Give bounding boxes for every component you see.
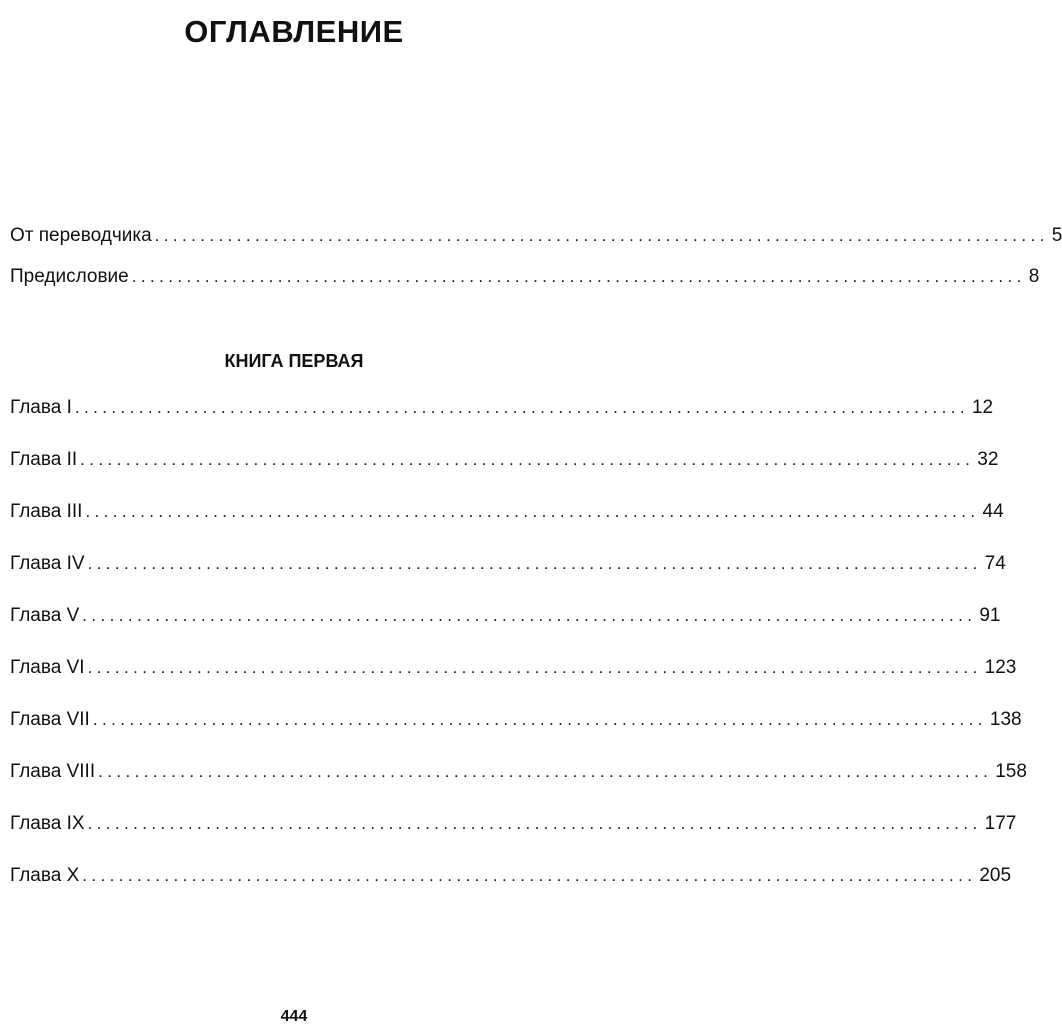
toc-entry-page: 5 — [1051, 225, 1062, 246]
toc-entry-page: 8 — [1028, 266, 1040, 287]
dot-leader: .................................................................................................. — [80, 450, 975, 469]
toc-entry-label: Глава VII — [10, 709, 90, 730]
page-title: ОГЛАВЛЕНИЕ — [184, 14, 404, 49]
toc-entry-translator-note[interactable] — [10, 221, 1062, 251]
toc-entry-label: Глава II — [10, 449, 78, 470]
toc-entry-chapter-2[interactable] — [10, 445, 999, 475]
dot-leader: .................................................................................................. — [82, 866, 977, 885]
toc-entry-page: 158 — [995, 761, 1027, 782]
toc-entry-page: 32 — [977, 449, 999, 470]
dot-leader: .................................................................................................. — [87, 554, 982, 573]
toc-entry-label: Глава VI — [10, 657, 85, 678]
toc-entry-page: 91 — [979, 605, 1001, 626]
dot-leader: .................................................................................................. — [85, 502, 980, 521]
toc-entry-page: 138 — [989, 709, 1022, 730]
section-heading: КНИГА ПЕРВАЯ — [224, 351, 364, 371]
toc-entry-chapter-7[interactable] — [10, 705, 1022, 735]
toc-entry-page: 123 — [984, 657, 1017, 678]
toc-entry-label: Глава I — [10, 397, 72, 418]
toc-entry-label: Глава V — [10, 605, 80, 626]
toc-entry-chapter-4[interactable] — [10, 549, 1006, 579]
dot-leader: .................................................................................................. — [87, 814, 982, 833]
toc-entry-page: 205 — [979, 865, 1012, 886]
toc-entry-page: 12 — [971, 397, 994, 418]
toc-entry-label: Предисловие — [10, 266, 129, 287]
toc-entry-page: 74 — [984, 553, 1006, 574]
dot-leader: .................................................................................................. — [82, 606, 977, 625]
toc-entry-chapter-9[interactable] — [10, 809, 1017, 839]
dot-leader: .................................................................................................. — [87, 658, 982, 677]
toc-entry-label: Глава VIII — [10, 761, 96, 782]
toc-entry-chapter-1[interactable] — [10, 393, 994, 423]
toc-entry-label: Глава IX — [10, 813, 85, 834]
toc-entry-label: От переводчика — [10, 225, 152, 246]
page-number: 444 — [280, 1008, 308, 1025]
toc-entry-chapter-3[interactable] — [10, 497, 1004, 527]
toc-entry-chapter-5[interactable] — [10, 601, 1001, 631]
dot-leader: .................................................................................................. — [154, 226, 1049, 245]
toc-entry-page: 44 — [982, 501, 1004, 522]
dot-leader: .................................................................................................. — [131, 267, 1026, 286]
toc-entry-label: Глава IV — [10, 553, 85, 574]
toc-entry-preface[interactable] — [10, 262, 1040, 292]
toc-entry-page: 177 — [984, 813, 1017, 834]
toc-entry-chapter-10[interactable] — [10, 861, 1012, 891]
toc-entry-chapter-8[interactable] — [10, 757, 1027, 787]
toc-entry-label: Глава III — [10, 501, 83, 522]
dot-leader: .................................................................................................. — [92, 710, 987, 729]
toc-entry-chapter-6[interactable] — [10, 653, 1017, 683]
dot-leader: .................................................................................................. — [98, 762, 993, 781]
dot-leader: .................................................................................................. — [74, 398, 969, 417]
toc-entry-label: Глава X — [10, 865, 80, 886]
